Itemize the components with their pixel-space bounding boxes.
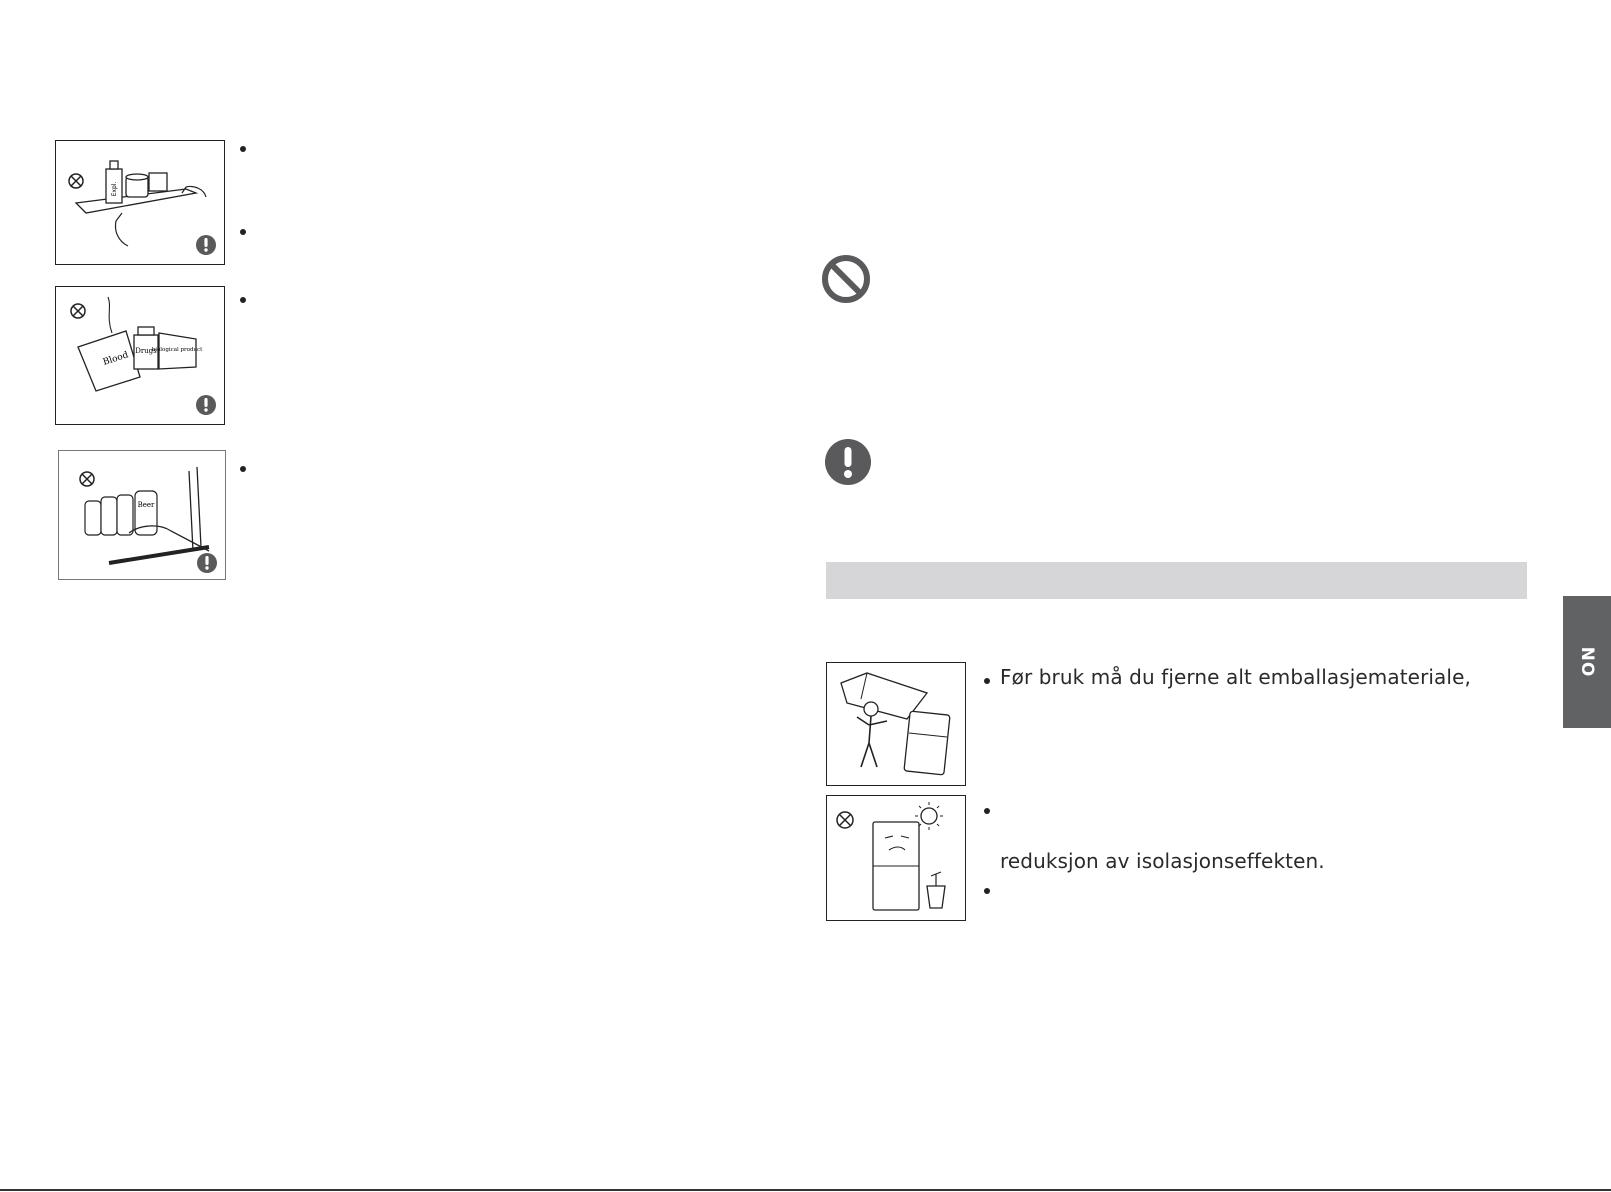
- exclamation-mandatory-icon: [197, 553, 217, 573]
- prohibition-circle-icon: [71, 304, 85, 318]
- exclamation-mandatory-icon: [824, 438, 872, 486]
- illustration-fridge-heat: [826, 795, 966, 921]
- no-entry-icon: [821, 254, 871, 304]
- bullet-right-3: [984, 888, 990, 894]
- installation-item-1-text: Før bruk må du fjerne alt emballasjemateriale,: [1000, 665, 1471, 689]
- illustration-storage-shelf: [55, 140, 225, 265]
- section-header-bar: [826, 562, 1527, 599]
- prohibition-circle-icon: [69, 174, 83, 188]
- blood-label: Blood: [101, 350, 130, 368]
- beer-label: Beer: [137, 501, 155, 509]
- language-tab-label: NO: [1577, 646, 1597, 678]
- bullet-left-1a: [240, 146, 246, 152]
- bullet-right-1: [984, 678, 990, 684]
- bullet-left-2: [240, 297, 246, 303]
- bullet-right-2: [984, 808, 990, 814]
- bottom-rule: [0, 1189, 1611, 1191]
- bullet-left-3: [240, 466, 246, 472]
- language-tab: [1563, 596, 1611, 728]
- illustration-medical-items: [55, 286, 225, 425]
- exclamation-mandatory-icon: [196, 395, 216, 415]
- prohibition-circle-icon: [80, 472, 94, 486]
- bottle-label: Expl.: [111, 181, 118, 197]
- bio-product-label: biological product: [151, 347, 203, 353]
- drugs-label: Drugs: [135, 347, 157, 355]
- exclamation-mandatory-icon: [196, 235, 216, 255]
- bullet-left-1b: [240, 229, 246, 235]
- illustration-beer-cans: [58, 450, 226, 580]
- prohibition-circle-icon: [837, 812, 853, 828]
- illustration-unpacking: [826, 662, 966, 786]
- installation-item-2-continued-text: reduksjon av isolasjonseffekten.: [1000, 849, 1325, 873]
